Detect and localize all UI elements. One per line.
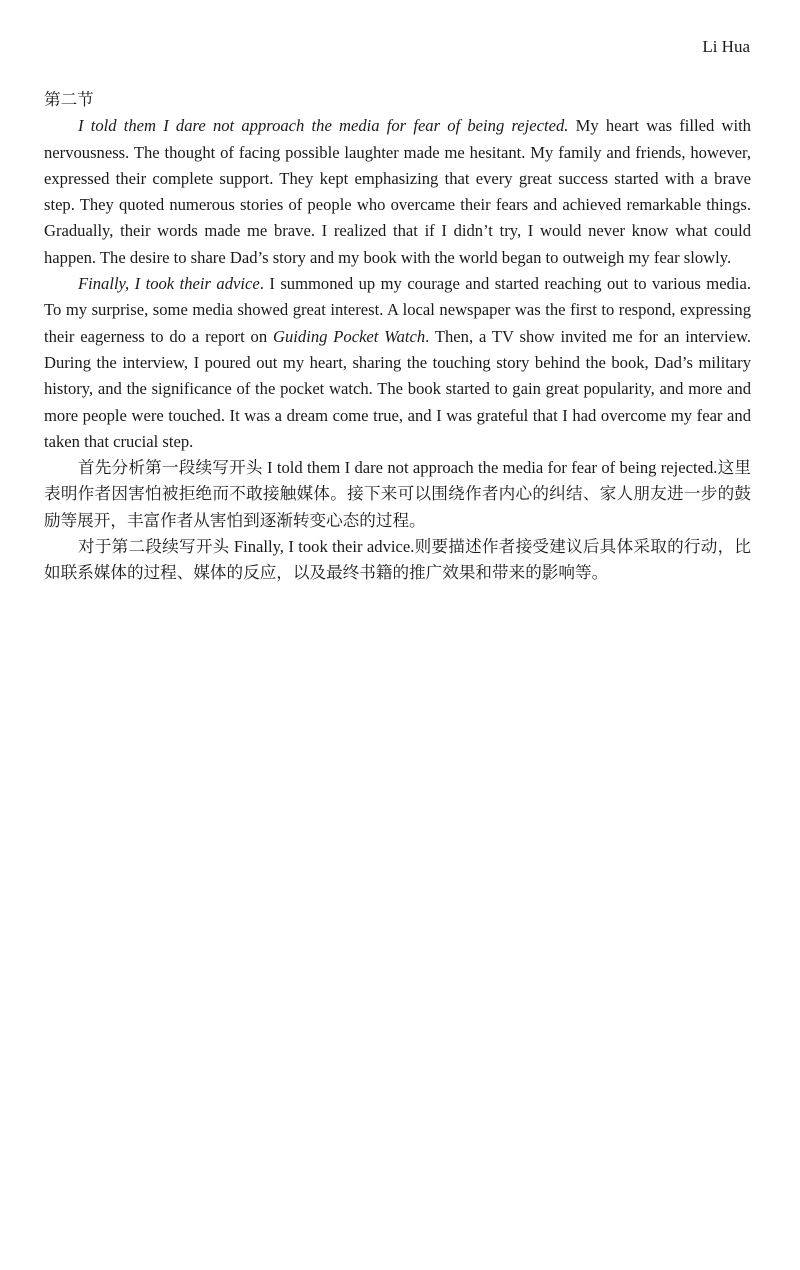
paragraph-2-body-part2: . Then, a TV show invited me for an interview. During the interview, I poured out my heart, sharing the touching story behind the book, Dad’s military history, and the significance of the pocket watch. The book started to gain great popularity, and more and more people were touched. It was a dream come true, and I was grateful that I had overcome my fear and taken that crucial step.	[44, 326, 751, 451]
paragraph-1-body: My heart was filled with nervousness. The thought of facing possible laughter made me hesitant. My family and friends, however, expressed their complete support. They kept emphasizing that every great success started with a brave step. They quoted numerous stories of people who overcame their fears and achieved remarkable things. Gradually, their words made me brave. I realized that if I didn’t try, I would never know what could happen. The desire to share Dad’s story and my book with the world began to outweigh my fear slowly.	[44, 116, 751, 267]
paragraph-1	[44, 113, 751, 271]
paragraph-1-opening: I told them I dare not approach the media for fear of being rejected.	[78, 116, 569, 136]
book-title: Guiding Pocket Watch	[273, 326, 426, 346]
section-title: 第二节	[44, 90, 94, 109]
document-body	[44, 87, 751, 587]
paragraph-2-body-part1: . I summoned up my courage and started reaching out to various media. To my surprise, some media showed great interest. A local newspaper was the first to respond, expressing their eagerness to do a report on	[44, 274, 751, 346]
header-author: Li Hua	[702, 37, 750, 56]
paragraph-2	[44, 271, 751, 455]
paragraph-2-opening: Finally, I took their advice	[78, 274, 260, 294]
analysis-paragraph-2: 对于第二段续写开头 Finally, I took their advice.则要描述作者接受建议后具体采取的行动，比如联系媒体的过程、媒体的反应，以及最终书籍的推广效果和带来的影响等。	[44, 537, 751, 583]
analysis-paragraph-1: 首先分析第一段续写开头 I told them I dare not approach the media for fear of being rejected.这里表明作者因害怕被拒绝而不敢接触媒体。接下来可以围绕作者内心的纠结、家人朋友进一步的鼓励等展开，丰富作者从害怕到逐渐转变心态的过程。	[44, 458, 751, 530]
